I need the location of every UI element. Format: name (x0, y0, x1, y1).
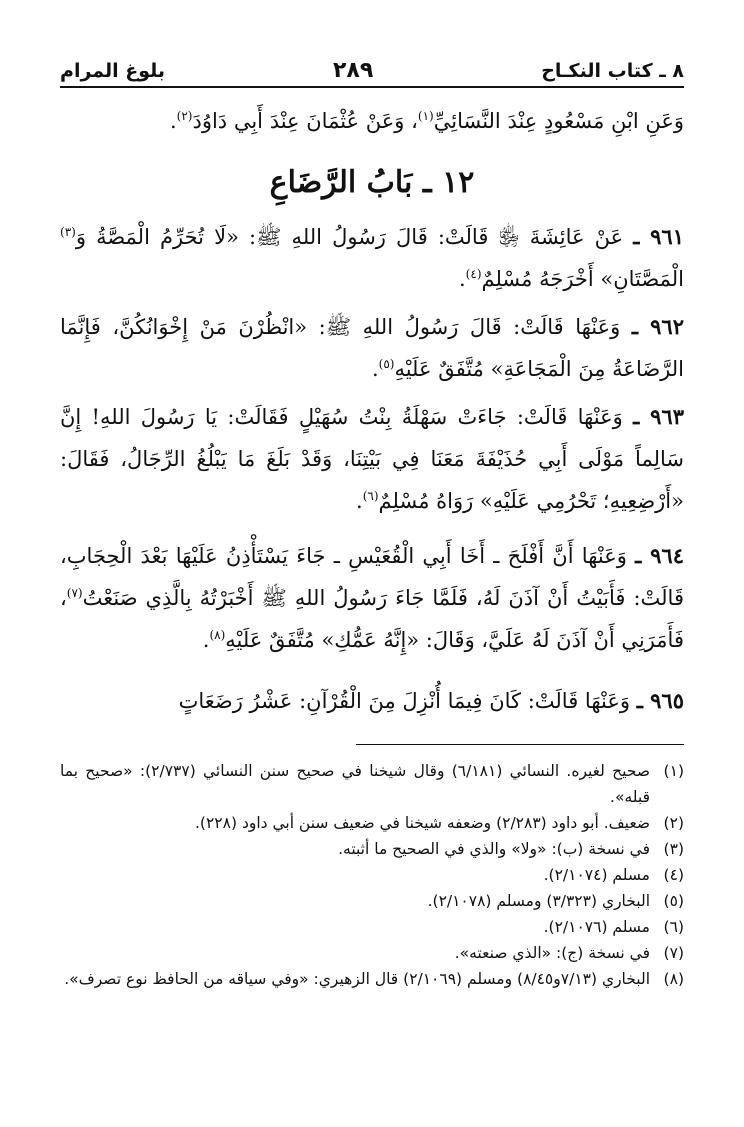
footnote-ref[interactable]: (٤) (465, 267, 482, 281)
footnote-number: (٢) (663, 814, 684, 832)
hadith-number: ٩٦٣ ـ (633, 404, 684, 429)
footnote-number: (٨) (663, 970, 684, 988)
footnote-ref[interactable]: (٨) (209, 628, 226, 642)
footnote-item (60, 888, 684, 914)
footnote-item (60, 758, 684, 810)
footnote-text: البخاري (٧/١٣و٨/٤٥) ومسلم (٢/١٠٦٩) قال الزهيري: «وفي سياقه من الحافظ نوع تصرف». (64, 970, 650, 988)
footnote-number: (٧) (663, 944, 684, 962)
footnote-ref[interactable]: (٦) (362, 489, 379, 503)
header-rule (60, 86, 684, 88)
footnote-separator (356, 744, 684, 745)
hadith-number: ٩٦٤ ـ (635, 543, 684, 568)
footnote-number: (٦) (663, 918, 684, 936)
hadith-964: ٩٦٤ ـ وَعَنْهَا أَنَّ أَفْلَحَ ـ أَخَا أَبِي الْقُعَيْسِ ـ جَاءَ يَسْتَأْذِنُ عَلَيْهَا بَعْدَ الْحِجَابِ، قَالَتْ: فَأَبَيْتُ أَنْ آذَنَ لَهُ، فَلَمَّا جَاءَ رَسُولُ اللهِ ﷺ أَخْبَرْتُهُ بِالَّذِي صَنَعْتُ$^{(٧)}$، فَأَمَرَنِي أَنْ آذَنَ لَهُ عَلَيَّ، وَقَالَ: «إِنَّهُ عَمُّكِ» مُتَّفَقٌ عَلَيْهِ$^{(٨)}$. (60, 543, 684, 652)
hadith-number: ٩٦٢ ـ (631, 314, 684, 339)
footnote-item (60, 914, 684, 940)
footnote-ref[interactable]: (٢) (176, 109, 193, 123)
hadith-965: ٩٦٥ ـ وَعَنْهَا قَالَتْ: كَانَ فِيمَا أُنْزِلَ مِنَ الْقُرْآنِ: عَشْرُ رَضَعَاتٍ (178, 688, 684, 713)
chapter-title: ١٢ ـ بَابُ الرَّضَاعِ (269, 165, 475, 200)
footnote-ref[interactable]: (٧) (66, 586, 83, 600)
footnote-number: (٤) (663, 866, 684, 884)
footnote-text: في نسخة (ج): «الذي صنعته». (454, 944, 650, 962)
footnote-item (60, 940, 684, 966)
chapter-running-title: ٨ ـ كتاب النكـاح (541, 60, 684, 82)
footnote-ref[interactable]: (٥) (378, 357, 395, 371)
footnote-item (60, 810, 684, 836)
footnotes (60, 758, 684, 992)
footnote-item (60, 836, 684, 862)
hadith-962: ٩٦٢ ـ وَعَنْهَا قَالَتْ: قَالَ رَسُولُ اللهِ ﷺ: «انْظُرْنَ مَنْ إِخْوَانُكُنَّ، فَإِنَّمَا الرَّضَاعَةُ مِنَ الْمَجَاعَةِ» مُتَّفَقٌ عَلَيْهِ$^{(٥)}$. (60, 314, 684, 381)
hadith-961: ٩٦١ ـ عَنْ عَائِشَةَ ﵂ قَالَتْ: قَالَ رَسُولُ اللهِ ﷺ: «لَا تُحَرِّمُ الْمَصَّةُ وَ$^{(٣)}$ الْمَصَّتَانِ» أَخْرَجَهُ مُسْلِمٌ$^{(٤)}$. (60, 224, 684, 291)
footnote-item (60, 966, 684, 992)
intro-paragraph: وَعَنِ ابْنِ مَسْعُودٍ عِنْدَ النَّسَائِيِّ$^{(١)}$، وَعَنْ عُثْمَانَ عِنْدَ أَبِي دَاوُدَ$^{(٢)}$. (169, 109, 684, 133)
hadith-number: ٩٦١ ـ (633, 224, 684, 249)
footnote-number: (١) (663, 762, 684, 780)
footnote-text: البخاري (٣/٣٢٣) ومسلم (٢/١٠٧٨). (427, 892, 650, 910)
footnote-text: مسلم (٢/١٠٧٦). (543, 918, 650, 936)
footnote-text: ضعيف. أبو داود (٢/٢٨٣) وضعفه شيخنا في ضعيف سنن أبي داود (٢٢٨). (195, 814, 650, 832)
footnote-number: (٣) (663, 840, 684, 858)
footnote-number: (٥) (663, 892, 684, 910)
footnote-ref[interactable]: (١) (417, 109, 434, 123)
running-header (60, 50, 684, 84)
page-number: ٢٨٩ (333, 58, 374, 83)
footnote-text: مسلم (٢/١٠٧٤). (543, 866, 650, 884)
hadith-963: ٩٦٣ ـ وَعَنْهَا قَالَتْ: جَاءَتْ سَهْلَةُ بِنْتُ سُهَيْلٍ فَقَالَتْ: يَا رَسُولَ اللهِ! إِنَّ سَالِماً مَوْلَى أَبِي حُذَيْفَةَ مَعَنَا فِي بَيْتِنَا، وَقَدْ بَلَغَ مَا يَبْلُغُ الرِّجَالُ، فَقَالَ: «أَرْضِعِيهِ؛ تَحْرُمِي عَلَيْهِ» رَوَاهُ مُسْلِمٌ$^{(٦)}$. (60, 404, 684, 513)
footnote-text: صحيح لغيره. النسائي (٦/١٨١) وقال شيخنا في صحيح سنن النسائي (٢/٧٣٧): «صحيح بما قبله». (60, 762, 650, 806)
hadith-number: ٩٦٥ ـ (636, 688, 684, 713)
footnote-item (60, 862, 684, 888)
book-running-title: بلوغ المرام (60, 60, 166, 82)
footnote-text: في نسخة (ب): «ولا» والذي في الصحيح ما أثبته. (338, 840, 650, 858)
footnote-ref[interactable]: (٣) (60, 225, 76, 239)
